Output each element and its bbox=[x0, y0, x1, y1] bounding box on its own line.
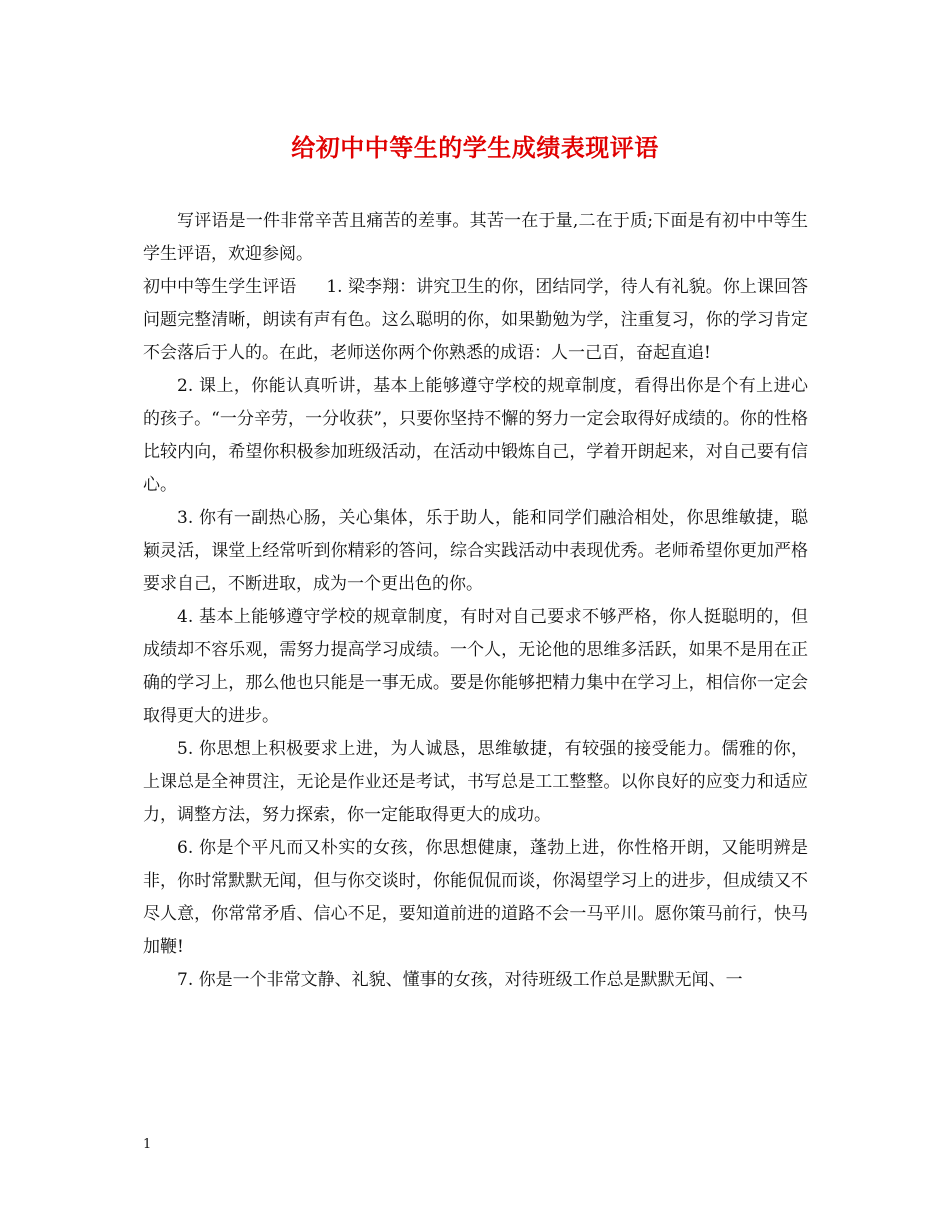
document-body bbox=[143, 205, 808, 997]
page-number: 1 bbox=[143, 1137, 152, 1152]
paragraph-2: 2. 课上，你能认真听讲，基本上能够遵守学校的规章制度，看得出你是个有上进心的孩子。“一分辛劳，一分收获”，只要你坚持不懈的努力一定会取得好成绩的。你的性格比较内向，希望你积极参加班级活动，在活动中锻炼自己，学着开朗起来，对自己要有信心。 bbox=[143, 376, 808, 495]
paragraph-4: 4. 基本上能够遵守学校的规章制度，有时对自己要求不够严格，你人挺聪明的，但成绩却不容乐观，需努力提高学习成绩。一个人，无论他的思维多活跃，如果不是用在正确的学习上，那么他也只能是一事无成。要是你能够把精力集中在学习上，相信你一定会取得更大的进步。 bbox=[143, 607, 808, 726]
intro-paragraph: 写评语是一件非常辛苦且痛苦的差事。其苦一在于量,二在于质;下面是有初中中等生学生评语，欢迎参阅。 bbox=[143, 211, 808, 264]
paragraph-3: 3. 你有一副热心肠，关心集体，乐于助人，能和同学们融洽相处，你思维敏捷，聪颖灵活，课堂上经常听到你精彩的答问，综合实践活动中表现优秀。老师希望你更加严格要求自己，不断进取，成为一个更出色的你。 bbox=[143, 508, 808, 594]
paragraph-1 bbox=[143, 271, 808, 370]
paragraph-7: 7. 你是一个非常文静、礼貌、懂事的女孩，对待班级工作总是默默无闻、一 bbox=[177, 970, 743, 990]
document-title: 给初中中等生的学生成绩表现评语 bbox=[291, 133, 659, 162]
paragraph-5: 5. 你思想上积极要求上进，为人诚恳，思维敏捷，有较强的接受能力。儒雅的你，上课总是全神贯注，无论是作业还是考试，书写总是工工整整。以你良好的应变力和适应力，调整方法，努力探索，你一定能取得更大的成功。 bbox=[143, 739, 808, 825]
paragraph-1-text: 1. 梁李翔：讲究卫生的你，团结同学，待人有礼貌。你上课回答问题完整清晰，朗读有声有色。这么聪明的你，如果勤勉为学，注重复习，你的学习肯定不会落后于人的。在此，老师送你两个你熟悉的成语：人一己百，奋起直追! bbox=[143, 277, 808, 363]
paragraph-6: 6. 你是个平凡而又朴实的女孩，你思想健康，蓬勃上进，你性格开朗，又能明辨是非，你时常默默无闻，但与你交谈时，你能侃侃而谈，你渴望学习上的进步，但成绩又不尽人意，你常常矛盾、信心不足，要知道前进的道路不会一马平川。愿你策马前行，快马加鞭! bbox=[143, 838, 808, 957]
section-heading: 初中中等生学生评语 bbox=[143, 277, 297, 297]
